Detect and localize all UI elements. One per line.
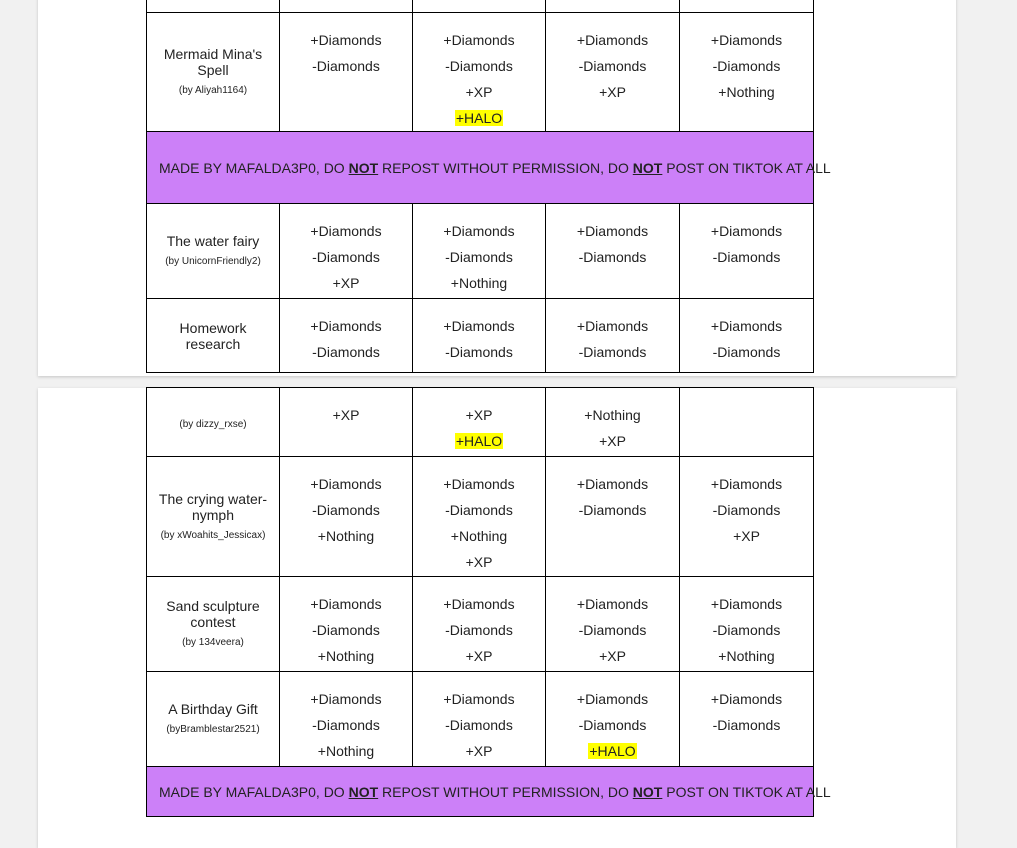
reward-text: +XP	[332, 407, 360, 423]
reward-line	[680, 591, 813, 617]
reward-cell	[280, 299, 413, 373]
reward-line	[546, 591, 679, 617]
reward-line	[413, 105, 545, 131]
reward-text: +Diamonds	[710, 596, 783, 612]
reward-line	[413, 27, 545, 53]
table-row	[147, 457, 814, 577]
reward-line	[546, 402, 679, 428]
reward-line	[680, 53, 813, 79]
reward-line	[280, 218, 412, 244]
reward-line	[546, 471, 679, 497]
reward-cell	[413, 204, 546, 299]
reward-cell	[546, 13, 680, 132]
reward-line	[280, 643, 412, 669]
episode-author: (by xWoahits_Jessicax)	[160, 529, 266, 541]
banner-text-not1: NOT	[348, 783, 379, 800]
reward-line	[546, 643, 679, 669]
reward-line	[413, 313, 545, 339]
reward-text: +XP	[599, 84, 626, 100]
episode-name: Homework research	[179, 319, 247, 352]
reward-text: -Diamonds	[578, 249, 647, 265]
reward-line	[680, 497, 813, 523]
reward-text: +Diamonds	[710, 32, 783, 48]
episode-name-cell	[147, 299, 280, 373]
reward-line	[413, 686, 545, 712]
reward-text: -Diamonds	[578, 502, 647, 518]
reward-line	[680, 218, 813, 244]
banner-text-not2: NOT	[632, 783, 663, 800]
reward-text: +XP	[465, 554, 493, 570]
reward-cell	[546, 204, 680, 299]
table-row	[147, 388, 814, 457]
reward-line	[413, 738, 545, 764]
reward-line	[413, 643, 545, 669]
episode-name-cell	[147, 13, 280, 132]
reward-line	[280, 53, 412, 79]
reward-cell	[413, 13, 546, 132]
reward-text: -Diamonds	[312, 344, 380, 360]
reward-line	[413, 79, 545, 105]
reward-text: +Diamonds	[310, 596, 382, 612]
banner-text-post: POST ON TIKTOK AT ALL	[662, 159, 831, 176]
reward-cell	[546, 299, 680, 373]
reward-line	[546, 27, 679, 53]
banner-text-pre: MADE BY MAFALDA3P0, DO	[159, 159, 349, 176]
reward-cell	[413, 457, 546, 577]
reward-cell	[680, 388, 814, 457]
reward-text: -Diamonds	[445, 58, 513, 74]
banner-text-not1: NOT	[348, 159, 379, 176]
reward-cell	[546, 672, 680, 767]
halo-reward: +HALO	[455, 110, 503, 126]
episode-name: Sand sculpture contest	[166, 598, 260, 630]
reward-cell	[546, 577, 680, 672]
reward-line	[546, 218, 679, 244]
table-row	[147, 204, 814, 299]
reward-text: +Diamonds	[443, 223, 515, 239]
reward-line	[413, 712, 545, 738]
reward-line	[680, 712, 813, 738]
reward-text: -Diamonds	[712, 58, 781, 74]
reward-line	[546, 339, 679, 365]
reward-line	[280, 27, 412, 53]
reward-line	[413, 497, 545, 523]
reward-text: +Diamonds	[443, 318, 515, 334]
reward-line	[413, 523, 545, 549]
reward-text: +Nothing	[317, 528, 375, 544]
permission-banner	[147, 132, 831, 204]
reward-text: -Diamonds	[445, 717, 513, 733]
document-page-2	[38, 388, 956, 848]
reward-cell	[680, 13, 814, 132]
reward-line	[413, 218, 545, 244]
episode-author: (by UnicornFriendly2)	[165, 256, 261, 267]
reward-text: +Nothing	[450, 275, 508, 291]
reward-text: +Diamonds	[576, 318, 649, 334]
reward-line	[680, 686, 813, 712]
reward-text: +Nothing	[584, 407, 641, 423]
reward-text: -Diamonds	[445, 622, 513, 638]
reward-text: -Diamonds	[578, 58, 647, 74]
reward-line	[280, 313, 412, 339]
reward-text: +Diamonds	[443, 596, 515, 612]
reward-line	[546, 428, 679, 454]
banner-text-post: POST ON TIKTOK AT ALL	[662, 783, 831, 800]
reward-line	[413, 428, 545, 454]
reward-text: +Diamonds	[710, 318, 783, 334]
reward-cell	[280, 457, 413, 577]
reward-text: -Diamonds	[445, 249, 513, 265]
table-row	[147, 672, 814, 767]
reward-text: +Diamonds	[710, 691, 783, 707]
reward-text: +Diamonds	[443, 476, 515, 492]
reward-text: +Diamonds	[310, 476, 382, 492]
reward-line	[680, 27, 813, 53]
permission-banner	[147, 767, 831, 817]
reward-text: +Diamonds	[576, 476, 649, 492]
reward-line	[546, 617, 679, 643]
banner-text-mid: REPOST WITHOUT PERMISSION, DO	[378, 159, 633, 176]
reward-text: +Diamonds	[310, 32, 382, 48]
reward-cell	[280, 13, 413, 132]
episode-name: Mermaid Mina's Spell	[163, 46, 263, 78]
reward-text: +Nothing	[718, 648, 775, 664]
reward-line	[680, 617, 813, 643]
episode-author: (by 134veera)	[182, 637, 244, 648]
reward-text: +Diamonds	[576, 32, 649, 48]
episode-name: The water fairy	[166, 233, 260, 249]
reward-line	[546, 53, 679, 79]
reward-cell	[280, 577, 413, 672]
reward-text: +Diamonds	[443, 32, 515, 48]
reward-line	[280, 738, 412, 764]
reward-line	[680, 313, 813, 339]
reward-text: -Diamonds	[312, 249, 380, 265]
halo-reward: +HALO	[589, 743, 636, 759]
reward-line	[546, 738, 679, 764]
reward-line	[280, 686, 412, 712]
reward-text: +XP	[465, 84, 493, 100]
reward-line	[280, 339, 412, 365]
reward-text: +Nothing	[317, 648, 375, 664]
reward-line	[413, 617, 545, 643]
reward-text: +XP	[465, 407, 493, 423]
table-row	[147, 299, 814, 373]
reward-cell	[413, 577, 546, 672]
reward-text: -Diamonds	[712, 622, 781, 638]
reward-line	[680, 471, 813, 497]
reward-text: +Diamonds	[576, 596, 649, 612]
episode-name-cell	[147, 457, 280, 577]
reward-line	[280, 471, 412, 497]
reward-text: +Diamonds	[576, 691, 649, 707]
reward-line	[413, 591, 545, 617]
reward-line	[680, 523, 813, 549]
reward-line	[280, 497, 412, 523]
reward-text: -Diamonds	[578, 344, 647, 360]
episode-name-cell	[147, 204, 280, 299]
reward-line	[680, 79, 813, 105]
reward-text: +Nothing	[317, 743, 375, 759]
reward-line	[413, 549, 545, 575]
episode-name: The crying water-nymph	[158, 490, 268, 523]
reward-text: +Diamonds	[310, 318, 382, 334]
episode-name-cell	[147, 388, 280, 457]
reward-text: +Nothing	[718, 84, 775, 100]
reward-line	[413, 471, 545, 497]
reward-cell	[280, 672, 413, 767]
reward-line	[546, 79, 679, 105]
reward-line	[280, 617, 412, 643]
reward-line	[546, 244, 679, 270]
reward-cell	[280, 204, 413, 299]
reward-text: -Diamonds	[578, 717, 647, 733]
reward-text: -Diamonds	[578, 622, 647, 638]
reward-line	[413, 244, 545, 270]
reward-text: +Diamonds	[310, 223, 382, 239]
reward-text: -Diamonds	[712, 344, 781, 360]
reward-text: -Diamonds	[712, 249, 781, 265]
reward-cell	[680, 672, 814, 767]
reward-line	[546, 497, 679, 523]
document-page-1	[38, 0, 956, 376]
rewards-table-2	[146, 387, 831, 817]
reward-cell	[680, 299, 814, 373]
reward-text: +Diamonds	[310, 691, 382, 707]
episode-author: (byBramblestar2521)	[166, 724, 260, 735]
banner-text-not2: NOT	[632, 159, 663, 176]
table-row-partial	[147, 0, 814, 13]
episode-author: (by dizzy_rxse)	[179, 419, 247, 430]
reward-line	[280, 270, 412, 296]
episode-name: A Birthday Gift	[168, 701, 258, 717]
reward-line	[413, 270, 545, 296]
banner-row	[147, 132, 814, 204]
reward-text: +XP	[733, 528, 760, 544]
reward-line	[680, 244, 813, 270]
reward-text: +Nothing	[450, 528, 508, 544]
reward-text: -Diamonds	[312, 717, 380, 733]
reward-line	[280, 402, 412, 428]
reward-line	[413, 53, 545, 79]
reward-cell	[280, 388, 413, 457]
reward-cell	[413, 388, 546, 457]
reward-text: +Diamonds	[443, 691, 515, 707]
reward-line	[413, 402, 545, 428]
reward-text: -Diamonds	[312, 502, 380, 518]
reward-cell	[413, 672, 546, 767]
reward-text: +XP	[465, 648, 493, 664]
reward-text: -Diamonds	[445, 502, 513, 518]
episode-name-cell	[147, 672, 280, 767]
reward-text: -Diamonds	[712, 502, 781, 518]
reward-line	[546, 686, 679, 712]
table-row	[147, 13, 814, 132]
reward-text: +XP	[599, 433, 626, 449]
reward-text: -Diamonds	[312, 622, 380, 638]
reward-text: +XP	[332, 275, 360, 291]
table-row	[147, 577, 814, 672]
reward-text: +Diamonds	[710, 476, 783, 492]
rewards-table-1	[146, 0, 831, 373]
reward-line	[413, 339, 545, 365]
reward-cell	[680, 204, 814, 299]
reward-text: +XP	[599, 648, 626, 664]
reward-text: -Diamonds	[445, 344, 513, 360]
reward-text: +Diamonds	[576, 223, 649, 239]
reward-cell	[546, 457, 680, 577]
episode-name-cell	[147, 577, 280, 672]
reward-text: +XP	[465, 743, 493, 759]
banner-row	[147, 767, 814, 817]
reward-text: +Diamonds	[710, 223, 783, 239]
reward-line	[546, 313, 679, 339]
episode-author: (by Aliyah1164)	[178, 85, 248, 96]
banner-text-pre: MADE BY MAFALDA3P0, DO	[159, 783, 349, 800]
banner-text-mid: REPOST WITHOUT PERMISSION, DO	[378, 783, 633, 800]
reward-cell	[546, 388, 680, 457]
reward-cell	[413, 299, 546, 373]
reward-line	[280, 523, 412, 549]
reward-text: -Diamonds	[712, 717, 781, 733]
reward-line	[546, 712, 679, 738]
reward-line	[680, 643, 813, 669]
reward-line	[280, 244, 412, 270]
reward-cell	[680, 577, 814, 672]
halo-reward: +HALO	[455, 433, 503, 449]
reward-line	[280, 712, 412, 738]
reward-text: -Diamonds	[312, 58, 380, 74]
reward-cell	[680, 457, 814, 577]
reward-line	[280, 591, 412, 617]
reward-line	[680, 339, 813, 365]
